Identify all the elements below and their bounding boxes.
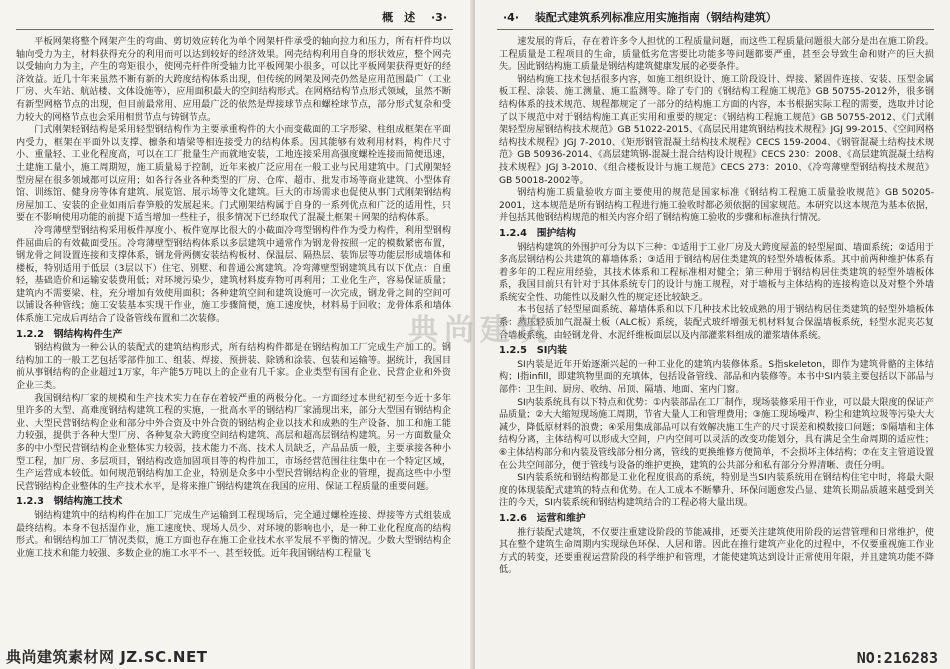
body-paragraph: 钢结构建筑中的结构构件在加工厂完成生产运输到工程现场后，完全通过螺栓连接、焊接等方式组装成最终结构。本身不包括湿作业，施工速度快、现场人员少、对环境的影响也小，是一种工业化程度高的结构形式。和钢结构加工厂情况类似，施工方面也存在施工企业技术水平发展不平衡的情况。少数大型钢结构企业施工技术和能力较强、多数企业的施工水平不一、甚至较低。近年我国钢结构工程量飞 — [16, 510, 451, 559]
section-heading: 1.2.3 钢结构施工技术 — [16, 496, 123, 508]
body-paragraph: 本书包括了轻型屋面系统、幕墙体系和以下几种技术比较成熟的用于钢结构居住类建筑的轻型外墙板体系：蒸压轻质加气混凝土板（ALC板）系统，装配式玻纤增强无机材料复合保温墙板系统，轻型水泥夹芯复合墙板系统，由轻钢龙骨、水泥纤维板面层以及内部灌浆料组成的灌浆墙体系统。 — [499, 305, 934, 341]
watermark-site-name: 典尚建筑素材网 JZ.SC.NET — [6, 648, 208, 666]
left-page-header — [16, 7, 453, 30]
right-page-header — [497, 7, 934, 30]
body-paragraph: 推行装配式建筑，不仅要注重建设阶段的节能减排，还要关注建筑使用阶段的运营管理和日常维护，使其在整个建筑生命周期内实现绿色环保、人居和谐。因此在推行建筑产业化的过程中，不仅要重视施工作业方式的转变，还要重视运营阶段的科学维护和管理，才能使建筑达到设计正常使用年限，并且建筑功能不降低。 — [499, 527, 934, 576]
body-paragraph: 钢结构建筑的外围护可分为以下三种：①适用于工业厂房及大跨度屋盖的轻型屋面、墙面系统；②适用于多高层钢结构公共建筑的幕墙体系；③适用于钢结构居住类建筑的轻型外墙板体系。其中前两种维护体系有着多年的工程应用经验，其技术体系和工程标准相对健全；第三种用于钢结构居住类建筑的轻型外墙板体系，我国目前只有针对于其体系统专门的设计与施工规程，对于墙板与主体结构的连接构造以及对整个外墙系统安全性、功能性以及耐久性的规定还比较缺乏。 — [499, 242, 934, 303]
body-paragraph: SI内装系统和钢结构都是工业化程度很高的系统，特别是当SI内装系统用在钢结构住宅中时，将最大限度的体现装配式建筑的特点和优势。在人工成本不断攀升、环保问题愈发凸显、建筑长期品质越来越受到关注的今天，SI内装系统和钢结构建筑结合的工程必将大量出现。 — [499, 473, 934, 509]
body-paragraph: 门式刚架轻钢结构是采用轻型钢结构作为主要承重构件的大小而变截面的工字形梁、柱组成框架在平面内受力，框架在平面外以支撑、檩条和墙梁等相连接受力的结构体系。因其能够有效利用材料，构件尺寸小、重量轻、工业化程度高，可以在工厂批量生产而就地安装，工地连接采用高强度螺栓连接而简便迅速，土建施工量小，施工周期短，施工质量易于控制，近年来被广泛应用在一般工业与民用建筑中。门式刚架轻型房屋在很多领域都可以应用；如各行各业各种类型的厂房、仓库、超市、批发市场等商业建筑、小型体育馆、训练馆、健身房等体育建筑、展览馆、展示场等文化建筑。巨大的市场需求也促使从事门式刚架钢结构房屋加工、安装的企业如雨后春笋般的发展起来。门式刚架结构属于自身的一系列优点和广泛的适用性，只要在不影响使用功能的前提下适当增加一些柱子，很多情况下已经取代了混凝土框架＋网架的结构体系。 — [16, 125, 451, 224]
section-heading: 1.2.4 围护结构 — [499, 227, 576, 239]
body-paragraph: SI内装是近年开始逐渐兴起的一种工业化的建筑内装修体系。S指skeleton，即作为建筑骨骼的主体结构；I指infill，即建筑物里面的充填体，包括设备管线、部品和内装修等。本书中SI内装主要包括以下部品与部件：卫生间、厨房、收纳、吊顶、隔墙、地面、室内门窗。 — [499, 359, 934, 396]
section-heading: 1.2.5 SI内装 — [499, 345, 567, 357]
section-heading: 1.2.2 钢结构构件生产 — [16, 328, 123, 340]
body-paragraph: SI内装系统具有以下特点和优势：①内装部品在工厂制作，现场装修采用干作业，可以最大限度的保证产品质量；②大大缩短现场施工周期，节省大量人工和管理费用；③施工现场噪声、粉尘和建筑垃圾等污染大大减少，降低原材料的浪费；④采用集成部品可以有效解决施工生产的尺寸误差和模数接口问题；⑤隔墙和主体结构分离，主体结构可以形成大空间，户内空间可以灵活的改变功能划分，具有满足全生命周期的适应性；⑥主体结构部分和内装及管线部分相分离，管线的更换维修方便简单，不会损坏主体结构；⑦在支主管道设置在公共空间部分，便于管线与设备的维护更换，建筑的公共部分和私有部分分界清晰、责任分明。 — [499, 397, 934, 471]
body-paragraph: 钢结构施工质量验收方面主要使用的规范是国家标准《钢结构工程施工质量验收规范》GB 50205-2001，这本规范是所有钢结构工程进行施工验收时都必须依据的国家规范。本研究以这本规范为基本依据，并包括其他钢结构规范的相关内容介绍了钢结构施工验收的步骤和标准执行情况。 — [499, 188, 934, 224]
right-running-title: 装配式建筑系列标准应用实施指南（钢结构建筑） — [534, 11, 777, 24]
body-paragraph: 钢结构施工技术包括很多内容，如施工组织设计、施工阶段设计、焊接、紧固件连接、安装、压型金属板工程、涂装、施工测量、施工监测等。除了专门的《钢结构工程施工规范》GB 50755-2012外，很多钢结构体系的技术规范、规程都规定了一部分的结构施工方面的内容，本书根据实际工程的需要，选取并讨论了以下规范中对于钢结构施工真正实用和重要的规定：《钢结构工程施工规范》GB 50755-2012、《门式刚架轻型房屋钢结构技术规范》GB 51022-2015、《高层民用建筑钢结构技术规程》JGJ 99-2015、《空间网格结构技术规程》JGJ 7-2010、《矩形钢管混凝土结构技术规程》CECS 159-2004、《钢管混凝土结构技术规范》GB 50936-2014、《高层建筑钢-混凝土混合结构设计规程》CECS 230：2008、《高层建筑混凝土结构技术规程》JGJ 3-2010、《组合楼板设计与施工规范》CECS 273：2010、《冷弯薄壁型钢结构技术规范》GB 50018-2002等。 — [499, 74, 934, 186]
watermark-id: NO:216283 — [856, 649, 938, 667]
center-watermark: 典尚建筑 — [408, 313, 552, 348]
body-paragraph: 我国钢结构厂家的规模和生产技术实力在存在着较严重的两极分化。一方面经过本世纪初至今近十多年里许多的大型、高难度钢结构建筑工程的实施，一批高水平的钢结构厂家涌现出来，部分大型国有钢结构企业、大型民营钢结构企业和部分中外合资及中外合资的钢结构企业以技术和成熟的生产设备、加工和施工能力较强，提供于各种大型厂房、各种复杂大跨度空间结构建筑、高层和超高层钢结构建筑。另一方面数量众多的中小型民营钢结构企业整体实力较弱，技术能力不高、技术人员缺乏，产品品质一般，主要承接各种小型工程，加厂房、多层项目，钢结构改造加固项目等的构件加工，市场经营范围往往集中在一个特定区域，生产运营成本较低。如何规范钢结构加工企业，特别是众多中小型民营钢结构企业的管理，提高这些中小型民营钢结构企业整体的生产技术水平，是将来推广钢结构建筑在我国的应用、保证工程质量的重要问题。 — [16, 393, 451, 492]
right-page-number: ·4· — [503, 11, 520, 24]
left-page-number: ·3· — [430, 11, 447, 24]
body-paragraph: 平板网架将整个网架产生的弯曲、剪切效应转化为单个网架杆件承受的轴向拉力和压力，所有杆件均以轴向受力为主，材料获得充分的利用而可以达到较好的经济效果。网壳结构利用自身的形状效应，整个网壳以受轴向力为主，产生的弯矩很小，使网壳杆件所受轴力比平板网架小很多，可以比平板网架获得更好的经济效益。近几十年来虽然不断有新的大跨度结构体系出现，但传统的网架及网壳仍然是应用范围最广（工业厂房、火车站、航站楼、文体设施等），应用面积最大的空间结构形式。在网格结构节点形式领域，虽然不断有新型网格节点的出现，但目前最常用、应用最广泛的依然是焊接球节点和螺栓球节点，部分形式复杂和受力较大的网格节点也会采用相贯节点与铸钢节点。 — [16, 37, 451, 123]
body-paragraph: 速发展的背后，存在着许多令人担忧的工程质量问题，而这些工程质量问题很大部分是出在施工阶段。工程质量是工程项目的生命，质量低劣危害要比功能多等问题都要严重，甚至会导致生命和财产的巨大损失。因此钢结构施工质量是钢结构建筑健康发展的必要条件。 — [499, 37, 934, 73]
left-section-title: 概 述 — [382, 11, 416, 24]
body-paragraph: 冷弯薄壁型钢结构采用板件厚度小、板件宽厚比很大的小截面冷弯型钢构件作为受力构件，利用型钢构件屈曲后的有效截面受压。冷弯薄壁型钢结构体系以多层建筑中通常作为钢龙骨按照一定的模数紧密布置，钢龙骨之间设置连接和支撑体系，钢龙骨两侧安装结构板材、保温层、隔热层、装饰层等功能层形成墙体和楼板，特别适用于低层（3层以下）住宅、别墅、和普通公寓建筑。冷弯薄壁型钢建筑具有以下优点：自重轻，基础造价和运输安装费用低；对环境污染少，建筑材料废弃物可再利用；工业化生产，容易保证质量；建筑内不需要梁、柱，充分增加有效使用面积；各种建筑空间和建筑设施可一次完成，钢龙骨之间的空间可以铺设各种管线；施工安装基本实现干作业，施工步骤简便，施工速度快，材料易于回收；龙骨体系和墙体体系施工完成后再结合了设备管线布置和二次装修。 — [16, 225, 451, 325]
section-heading: 1.2.6 运营和维护 — [499, 512, 586, 524]
body-paragraph: 钢结构做为一种公认的装配式的建筑结构形式，所有结构构件都是在钢结构加工厂完成生产加工的。钢结构加工的一般工艺包括零部件加工、组装、焊接、预拼装、除锈和涂装、包装和运输等。据统计，我国目前从事钢结构的企业超过1万家，年产能5万吨以上的企业有几千家。企业类型有国有企业、民营企业和外资企业三类。 — [16, 343, 451, 392]
